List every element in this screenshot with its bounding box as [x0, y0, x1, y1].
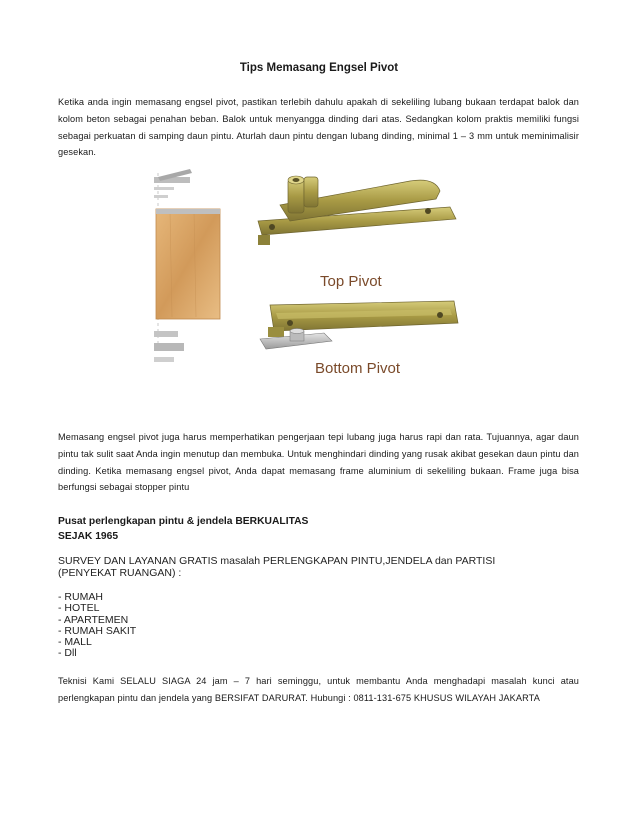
pivot-hinge-figure	[150, 163, 468, 407]
service-location-list	[58, 592, 136, 660]
list-item: - APARTEMEN	[58, 613, 129, 626]
pivot-hinge-illustration	[150, 163, 468, 407]
page-title: Tips Memasang Engsel Pivot	[239, 62, 399, 74]
store-heading: Pusat perlengkapan pintu & jendela BERKUALITAS	[58, 516, 309, 527]
installation-paragraph: Memasang engsel pivot juga harus memperhatikan pengerjaan tepi lubang juga harus rapi dan rata. Tujuannya, agar daun pintu tak sulit saat Anda ingin menutup dan membuka. Untuk menghindari dinding yang rusak akibat gesekan daun pintu dan dinding. Ketika memasang engsel pivot, Anda dapat memasang frame aluminium di sekeliling bukaan. Frame juga bisa berfungsi sebagai stopper pintu	[58, 432, 579, 493]
contact-paragraph: Teknisi Kami SELALU SIAGA 24 jam – 7 hari seminggu, untuk membantu Anda menghadapi masalah kunci atau perlengkapan pintu dan jendela yang BERSIFAT DARURAT. Hubungi : 0811-131-675 KHUSUS WILAYAH JAKARTA	[58, 676, 579, 703]
list-item: - HOTEL	[58, 602, 100, 615]
since-heading: SEJAK 1965	[58, 531, 119, 542]
list-item: - RUMAH	[58, 591, 103, 603]
list-item: - MALL	[58, 636, 92, 649]
list-item: - Dll	[58, 647, 77, 660]
top-pivot-label: Top Pivot	[320, 273, 382, 290]
bottom-pivot-label: Bottom Pivot	[315, 360, 401, 377]
survey-text: SURVEY DAN LAYANAN GRATIS masalah PERLENGKAPAN PINTU,JENDELA dan PARTISI (PENYEKAT RUANGAN) :	[58, 555, 496, 579]
door-diagram	[154, 169, 220, 362]
bottom-pivot-hardware	[260, 301, 458, 349]
list-item: - RUMAH SAKIT	[58, 624, 137, 637]
intro-paragraph: Ketika anda ingin memasang engsel pivot, pastikan terlebih dahulu apakah di sekeliling lubang bukaan terdapat balok dan kolom beton sebagai penahan beban. Balok untuk menyangga dinding dari atas. Sedangkan kolom praktis memiliki fungsi sebagai perkuatan di samping daun pintu. Aturlah daun pintu dengan lubang dinding, minimal 1 – 3 mm untuk meminimalisir gesekan.	[58, 97, 579, 158]
top-pivot-hardware	[258, 176, 456, 245]
